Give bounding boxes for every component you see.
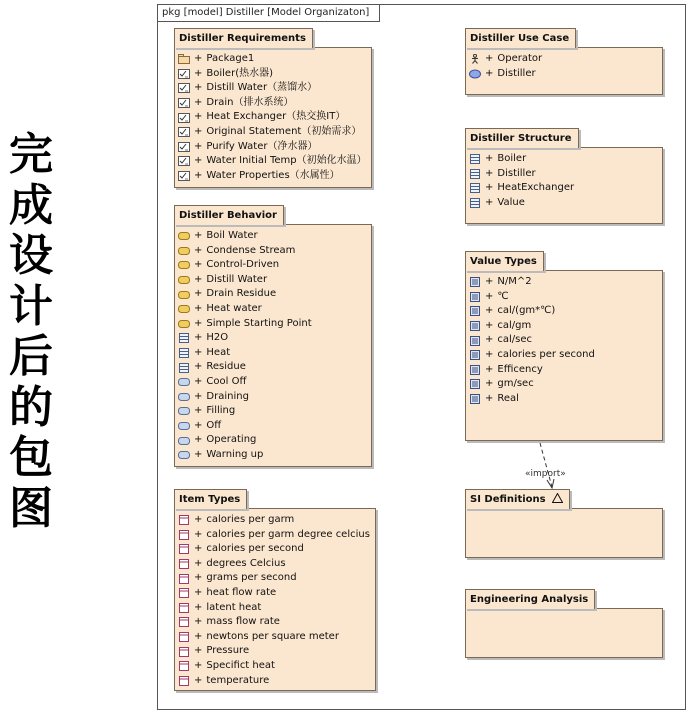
package-item[interactable] xyxy=(178,375,371,390)
package-distiller-structure[interactable] xyxy=(465,128,663,224)
package-engineering-analysis[interactable] xyxy=(465,589,663,658)
package-item-list xyxy=(175,225,371,463)
visibility-marker: + xyxy=(194,346,203,358)
package-item-label: temperature xyxy=(206,674,270,686)
package-item-list xyxy=(466,609,662,613)
package-name: Distiller Requirements xyxy=(174,28,313,48)
visibility-marker: + xyxy=(485,334,494,346)
package-item[interactable] xyxy=(469,304,662,319)
package-item-label: Water Properties（水属性） xyxy=(206,169,340,181)
value-type-icon xyxy=(469,394,485,404)
package-item-types[interactable] xyxy=(174,489,376,691)
visibility-marker: + xyxy=(485,53,494,64)
visibility-marker: + xyxy=(485,378,494,390)
visibility-marker: + xyxy=(194,96,203,108)
visibility-marker: + xyxy=(485,153,494,164)
package-item-label: Simple Starting Point xyxy=(206,317,312,329)
visibility-marker: + xyxy=(194,645,203,657)
visibility-marker: + xyxy=(485,167,494,179)
package-item[interactable] xyxy=(178,528,375,543)
package-item[interactable] xyxy=(469,181,662,196)
package-item[interactable] xyxy=(178,244,371,259)
package-item-label: Heat Exchanger（热交换IT） xyxy=(206,111,346,123)
package-item-label: Specifict heat xyxy=(206,659,275,671)
item-type-icon xyxy=(178,559,194,569)
package-item-label: Boiler xyxy=(497,153,527,164)
package-item-label: Boiler(热水器) xyxy=(206,67,273,79)
package-item-label: Water Initial Temp（初始化水温） xyxy=(206,155,367,167)
package-item[interactable] xyxy=(178,360,371,375)
package-name: Distiller Behavior xyxy=(174,205,284,225)
package-item[interactable] xyxy=(469,392,662,407)
package-item-label: Distiller xyxy=(497,167,536,179)
package-item[interactable] xyxy=(469,363,662,378)
package-item-label: calories per garm xyxy=(206,514,295,525)
package-item[interactable] xyxy=(178,229,371,244)
visibility-marker: + xyxy=(194,273,203,285)
visibility-marker: + xyxy=(194,125,203,137)
package-item-label: newtons per square meter xyxy=(206,630,339,642)
package-item-label: Control-Driven xyxy=(206,259,280,271)
package-item-label: Boil Water xyxy=(206,230,258,241)
state-icon xyxy=(178,377,194,387)
package-item-label: Distill Water xyxy=(206,273,268,285)
package-item[interactable] xyxy=(178,674,375,689)
state-icon xyxy=(178,406,194,416)
value-type-icon xyxy=(469,321,485,331)
visibility-marker: + xyxy=(485,67,494,79)
import-label: «import» xyxy=(525,469,566,479)
package-name-text: SI Definitions xyxy=(470,494,546,505)
package-item-label: ℃ xyxy=(497,290,509,302)
item-type-icon xyxy=(178,515,194,525)
item-type-icon xyxy=(178,588,194,598)
side-caption-char: 的 xyxy=(9,381,53,433)
package-item-label: grams per second xyxy=(206,572,297,584)
value-type-icon xyxy=(469,277,485,287)
package-item[interactable] xyxy=(178,404,371,419)
item-type-icon xyxy=(178,574,194,584)
package-item-label: Filling xyxy=(206,405,236,417)
visibility-marker: + xyxy=(194,361,203,373)
visibility-marker: + xyxy=(485,363,494,375)
package-item-label: HeatExchanger xyxy=(497,182,575,194)
block-icon xyxy=(469,154,485,164)
package-item-list xyxy=(466,271,662,406)
package-body xyxy=(174,224,372,467)
package-item[interactable] xyxy=(469,319,662,334)
package-item-label: Value xyxy=(497,196,525,208)
visibility-marker: + xyxy=(194,616,203,628)
package-distiller-requirements[interactable] xyxy=(174,28,372,188)
package-item-list xyxy=(466,148,662,210)
package-item[interactable] xyxy=(178,81,371,96)
package-item[interactable] xyxy=(178,169,371,184)
use-case-icon xyxy=(469,69,485,79)
requirement-icon xyxy=(178,98,194,108)
package-item-label: Warning up xyxy=(206,448,264,460)
package-item-label: Original Statement（初始需求） xyxy=(206,125,362,137)
side-caption-char: 完 xyxy=(9,129,53,180)
activity-icon xyxy=(178,290,194,300)
package-item-label: Residue xyxy=(206,361,246,373)
visibility-marker: + xyxy=(194,630,203,642)
visibility-marker: + xyxy=(194,230,203,241)
requirement-icon xyxy=(178,69,194,79)
package-item[interactable] xyxy=(178,419,371,434)
package-item-label: Drain Residue xyxy=(206,288,277,300)
visibility-marker: + xyxy=(194,448,203,460)
visibility-marker: + xyxy=(194,288,203,300)
package-name xyxy=(465,489,570,509)
visibility-marker: + xyxy=(194,259,203,271)
package-item[interactable] xyxy=(178,258,371,273)
package-distiller-behavior[interactable] xyxy=(174,205,372,467)
requirement-icon xyxy=(178,156,194,166)
requirement-icon xyxy=(178,142,194,152)
state-icon xyxy=(178,450,194,460)
value-type-icon xyxy=(469,306,485,316)
visibility-marker: + xyxy=(485,196,494,208)
visibility-marker: + xyxy=(485,392,494,404)
package-item-label: calories per garm degree celcius xyxy=(206,528,370,540)
visibility-marker: + xyxy=(194,528,203,540)
package-item-label: Drain（排水系统） xyxy=(206,96,294,108)
package-item[interactable] xyxy=(178,67,371,82)
side-caption-char: 成 xyxy=(9,179,53,231)
value-type-icon xyxy=(469,350,485,360)
package-item[interactable] xyxy=(178,390,371,405)
package-body xyxy=(465,47,663,95)
requirement-icon xyxy=(178,127,194,137)
visibility-marker: + xyxy=(194,140,203,152)
block-icon xyxy=(469,198,485,208)
package-item[interactable] xyxy=(178,542,375,557)
package-item-label: Distiller xyxy=(497,67,536,79)
package-item[interactable] xyxy=(178,273,371,288)
item-type-icon xyxy=(178,530,194,540)
value-type-icon xyxy=(469,379,485,389)
package-item[interactable] xyxy=(178,302,371,317)
package-item-label: Package1 xyxy=(206,53,255,64)
package-item-list xyxy=(175,509,375,688)
visibility-marker: + xyxy=(194,375,203,387)
package-item-label: N/M^2 xyxy=(497,276,532,287)
package-value-types[interactable] xyxy=(465,251,663,441)
package-item-label: latent heat xyxy=(206,601,262,613)
package-item[interactable] xyxy=(178,287,371,302)
package-item-label: Efficency xyxy=(497,363,543,375)
requirement-icon xyxy=(178,171,194,181)
package-item-label: gm/sec xyxy=(497,378,534,390)
package-item[interactable] xyxy=(178,644,375,659)
side-caption-char: 包 xyxy=(9,432,53,483)
requirement-icon xyxy=(178,83,194,93)
visibility-marker: + xyxy=(194,674,203,686)
visibility-marker: + xyxy=(194,405,203,417)
item-type-icon xyxy=(178,544,194,554)
package-item-label: calories per second xyxy=(206,543,304,555)
package-item[interactable] xyxy=(469,333,662,348)
package-item[interactable] xyxy=(178,140,371,155)
package-name: Distiller Structure xyxy=(465,128,579,148)
package-item[interactable] xyxy=(178,52,371,67)
visibility-marker: + xyxy=(194,572,203,584)
block-icon xyxy=(178,333,194,343)
side-caption-char: 设 xyxy=(9,230,53,281)
package-item-list xyxy=(175,48,371,183)
visibility-marker: + xyxy=(485,348,494,360)
package-item[interactable] xyxy=(178,110,371,125)
package-name: Distiller Use Case xyxy=(465,28,576,48)
package-item[interactable] xyxy=(469,348,662,363)
package-item[interactable] xyxy=(178,513,375,528)
package-body xyxy=(465,270,663,441)
visibility-marker: + xyxy=(194,659,203,671)
package-item[interactable] xyxy=(178,586,375,601)
package-item-label: Purify Water（净水器） xyxy=(206,140,318,152)
package-item-label: cal/gm xyxy=(497,319,532,331)
package-item-label: H2O xyxy=(206,332,229,344)
value-type-icon xyxy=(469,292,485,302)
package-distiller-use-case[interactable] xyxy=(465,28,663,95)
package-item-label: Cool Off xyxy=(206,375,247,387)
package-item[interactable] xyxy=(178,448,371,463)
block-icon xyxy=(178,348,194,358)
package-item-label: cal/sec xyxy=(497,334,533,346)
package-item-label: Condense Stream xyxy=(206,244,296,256)
model-library-triangle-icon xyxy=(552,494,563,505)
visibility-marker: + xyxy=(485,319,494,331)
activity-icon xyxy=(178,275,194,285)
visibility-marker: + xyxy=(194,302,203,314)
package-item[interactable] xyxy=(178,125,371,140)
visibility-marker: + xyxy=(194,390,203,402)
visibility-marker: + xyxy=(194,434,203,446)
visibility-marker: + xyxy=(485,305,494,317)
visibility-marker: + xyxy=(194,601,203,613)
visibility-marker: + xyxy=(194,67,203,79)
package-item[interactable] xyxy=(469,196,662,211)
side-caption-char: 计 xyxy=(9,280,53,332)
visibility-marker: + xyxy=(194,586,203,598)
visibility-marker: + xyxy=(485,290,494,302)
package-item[interactable] xyxy=(178,96,371,111)
block-icon xyxy=(469,183,485,193)
activity-icon xyxy=(178,246,194,256)
side-caption-char: 图 xyxy=(9,482,53,534)
package-item-label: Operator xyxy=(497,53,543,64)
visibility-marker: + xyxy=(485,182,494,194)
package-si-definitions[interactable] xyxy=(465,489,663,558)
package-name: Item Types xyxy=(174,489,247,509)
package-item-label: Heat xyxy=(206,346,231,358)
visibility-marker: + xyxy=(485,276,494,287)
package-item[interactable] xyxy=(178,659,375,674)
visibility-marker: + xyxy=(194,317,203,329)
package-item[interactable] xyxy=(178,615,375,630)
package-item-label: calories per second xyxy=(497,348,595,360)
package-item-label: cal/(gm*℃) xyxy=(497,305,556,317)
package-body xyxy=(465,608,663,658)
visibility-marker: + xyxy=(194,332,203,344)
package-item[interactable] xyxy=(178,154,371,169)
package-icon xyxy=(178,54,194,64)
package-item[interactable] xyxy=(469,377,662,392)
package-item[interactable] xyxy=(178,346,371,361)
package-item-label: mass flow rate xyxy=(206,616,280,628)
value-type-icon xyxy=(469,365,485,375)
item-type-icon xyxy=(178,676,194,686)
package-item-label: Heat water xyxy=(206,302,262,314)
package-item[interactable] xyxy=(178,601,375,616)
package-item-label: degrees Celcius xyxy=(206,557,286,569)
package-item-label: Operating xyxy=(206,434,257,446)
package-item[interactable] xyxy=(178,571,375,586)
package-item-label: Pressure xyxy=(206,645,250,657)
package-item[interactable] xyxy=(178,317,371,332)
package-item[interactable] xyxy=(178,433,371,448)
visibility-marker: + xyxy=(194,82,203,94)
side-caption-char: 后 xyxy=(9,331,53,382)
package-item[interactable] xyxy=(469,275,662,290)
state-icon xyxy=(178,392,194,402)
package-item-label: Real xyxy=(497,392,519,404)
package-body xyxy=(174,508,376,691)
package-item[interactable] xyxy=(469,52,662,67)
visibility-marker: + xyxy=(194,244,203,256)
block-icon xyxy=(178,363,194,373)
visibility-marker: + xyxy=(194,169,203,181)
package-item[interactable] xyxy=(469,67,662,82)
package-item[interactable] xyxy=(469,167,662,182)
visibility-marker: + xyxy=(194,419,203,431)
visibility-marker: + xyxy=(194,53,203,64)
visibility-marker: + xyxy=(194,543,203,555)
package-item-label: Distill Water（蒸馏水） xyxy=(206,82,318,94)
block-icon xyxy=(469,169,485,179)
activity-icon xyxy=(178,319,194,329)
item-type-icon xyxy=(178,603,194,613)
package-item[interactable] xyxy=(469,290,662,305)
package-item[interactable] xyxy=(469,152,662,167)
package-item[interactable] xyxy=(178,331,371,346)
activity-icon xyxy=(178,260,194,270)
package-item-label: heat flow rate xyxy=(206,586,277,598)
package-name: Value Types xyxy=(465,251,544,271)
visibility-marker: + xyxy=(194,557,203,569)
package-item-list xyxy=(466,509,662,513)
package-body xyxy=(174,47,372,188)
activity-icon xyxy=(178,231,194,241)
package-item-label: Draining xyxy=(206,390,249,402)
package-item[interactable] xyxy=(178,557,375,572)
visibility-marker: + xyxy=(194,155,203,167)
visibility-marker: + xyxy=(194,514,203,525)
visibility-marker: + xyxy=(194,111,203,123)
package-item[interactable] xyxy=(178,630,375,645)
package-item-label: Off xyxy=(206,419,222,431)
value-type-icon xyxy=(469,336,485,346)
state-icon xyxy=(178,436,194,446)
package-item-list xyxy=(466,48,662,81)
package-body xyxy=(465,147,663,224)
package-name: Engineering Analysis xyxy=(465,589,595,609)
frame-title: pkg [model] Distiller [Model Organizaton] xyxy=(158,5,380,22)
actor-icon xyxy=(469,54,485,64)
package-body xyxy=(465,508,663,558)
item-type-icon xyxy=(178,617,194,627)
item-type-icon xyxy=(178,632,194,642)
item-type-icon xyxy=(178,661,194,671)
activity-icon xyxy=(178,304,194,314)
state-icon xyxy=(178,421,194,431)
requirement-icon xyxy=(178,113,194,123)
item-type-icon xyxy=(178,647,194,657)
